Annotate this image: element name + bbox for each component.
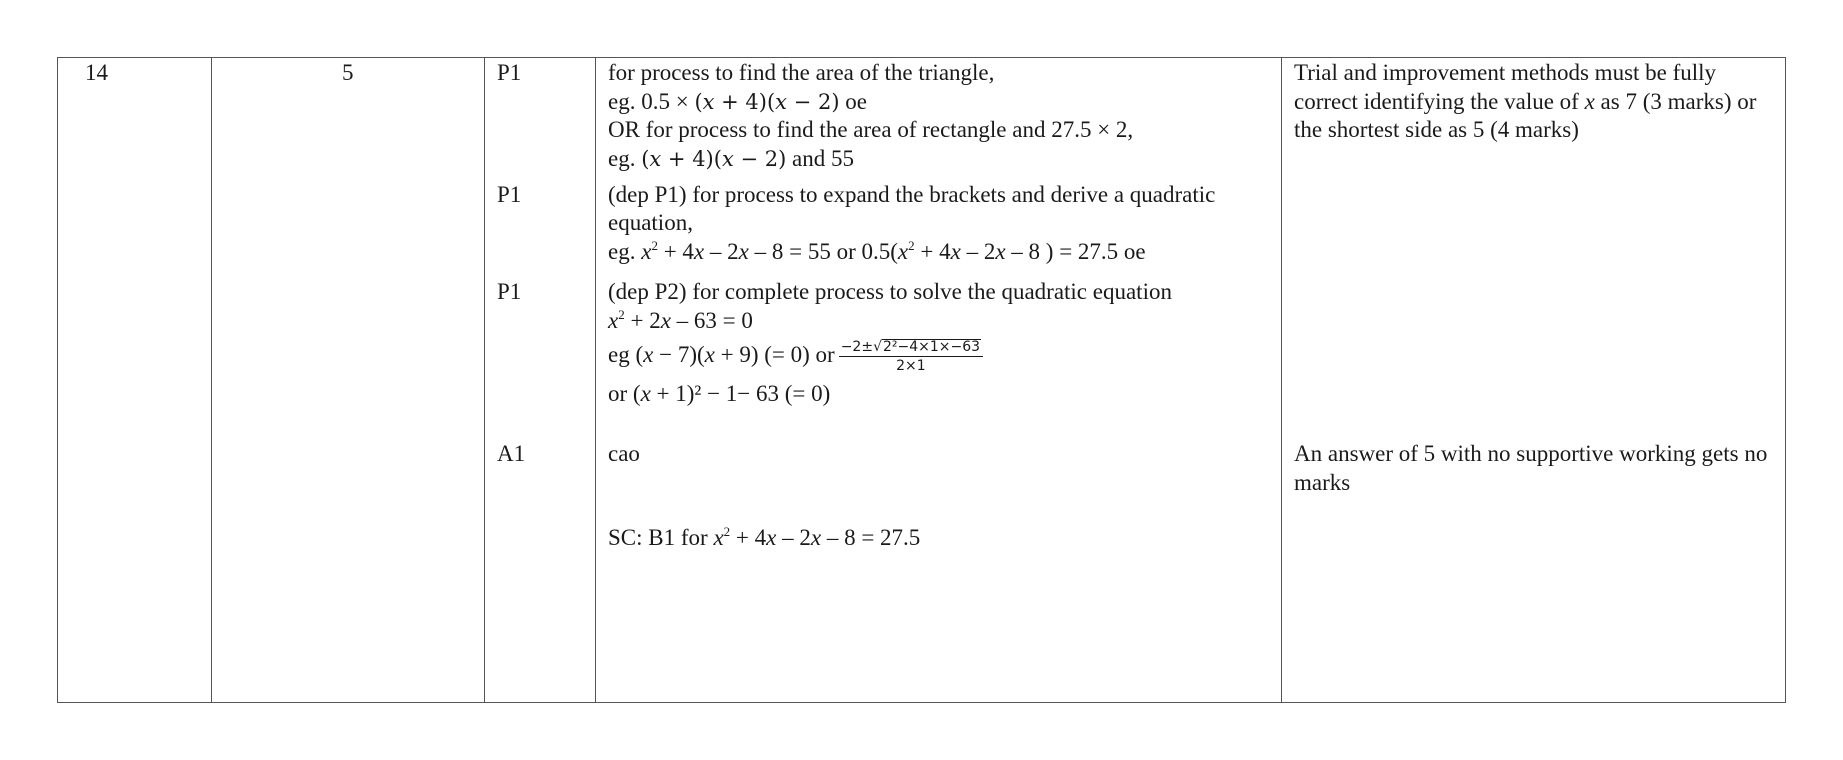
- guidance-text: Trial and improvement methods must be fully correct identifying the value of x as 7 (3 marks) or the shortest side as 5 (4 marks): [1294, 60, 1757, 142]
- question-number: 14: [85, 60, 108, 85]
- mark-scheme-column: [596, 58, 1282, 702]
- question-column: [58, 58, 212, 702]
- quadratic-formula-fraction: $\frac{\text{−2±√2²−4×1×−63}}{2\times 1}$: [839, 339, 983, 374]
- scheme-text: eg. (𝑥 + 4)(𝑥 − 2) and 55: [608, 146, 855, 171]
- mark-code: A1: [497, 441, 526, 466]
- scheme-equation: eg. $x^2 + 4x - 2x - 8 = 55$ or $0.5(x^2 + 4x - 2x - 8$ ) = 27.5 oe: [608, 238, 1146, 264]
- marks-column: [485, 58, 596, 702]
- mark-scheme-table: [57, 57, 1786, 703]
- mark-code: P1: [497, 60, 522, 85]
- scheme-text: (dep P1) for process to expand the brackets and derive a quadratic: [608, 182, 1216, 207]
- scheme-text: (dep P2) for complete process to solve the quadratic equation: [608, 279, 1172, 304]
- mark-code: P1: [497, 182, 522, 207]
- scheme-text: eg. 0.5 × (𝑥 + 4)(𝑥 − 2) oe: [608, 89, 867, 114]
- guidance-column: [1282, 58, 1785, 702]
- scheme-text: equation,: [608, 210, 693, 235]
- scheme-text: cao: [608, 441, 640, 466]
- scheme-text: OR for process to find the area of rectangle and 27.5 × 2,: [608, 117, 1134, 142]
- answer-value: 5: [342, 60, 354, 85]
- answer-column: [212, 58, 485, 702]
- scheme-text: for process to find the area of the triangle,: [608, 60, 995, 85]
- scheme-equation: $x^2 + 2x - 63 = 0$: [608, 307, 753, 333]
- special-case-text: SC: B1 for $x^2 + 4x - 2x - 8 = 27.5$: [608, 524, 921, 550]
- mark-code: P1: [497, 279, 522, 304]
- scheme-equation: eg (x − 7)(x + 9) (= 0) or $\frac{\text{−2±√2²−4×1×−63}}{2\times 1}$: [608, 332, 983, 378]
- guidance-text: An answer of 5 with no supportive working gets no marks: [1294, 441, 1768, 495]
- scheme-equation: or (x + 1)² − 1− 63 (= 0): [608, 381, 831, 406]
